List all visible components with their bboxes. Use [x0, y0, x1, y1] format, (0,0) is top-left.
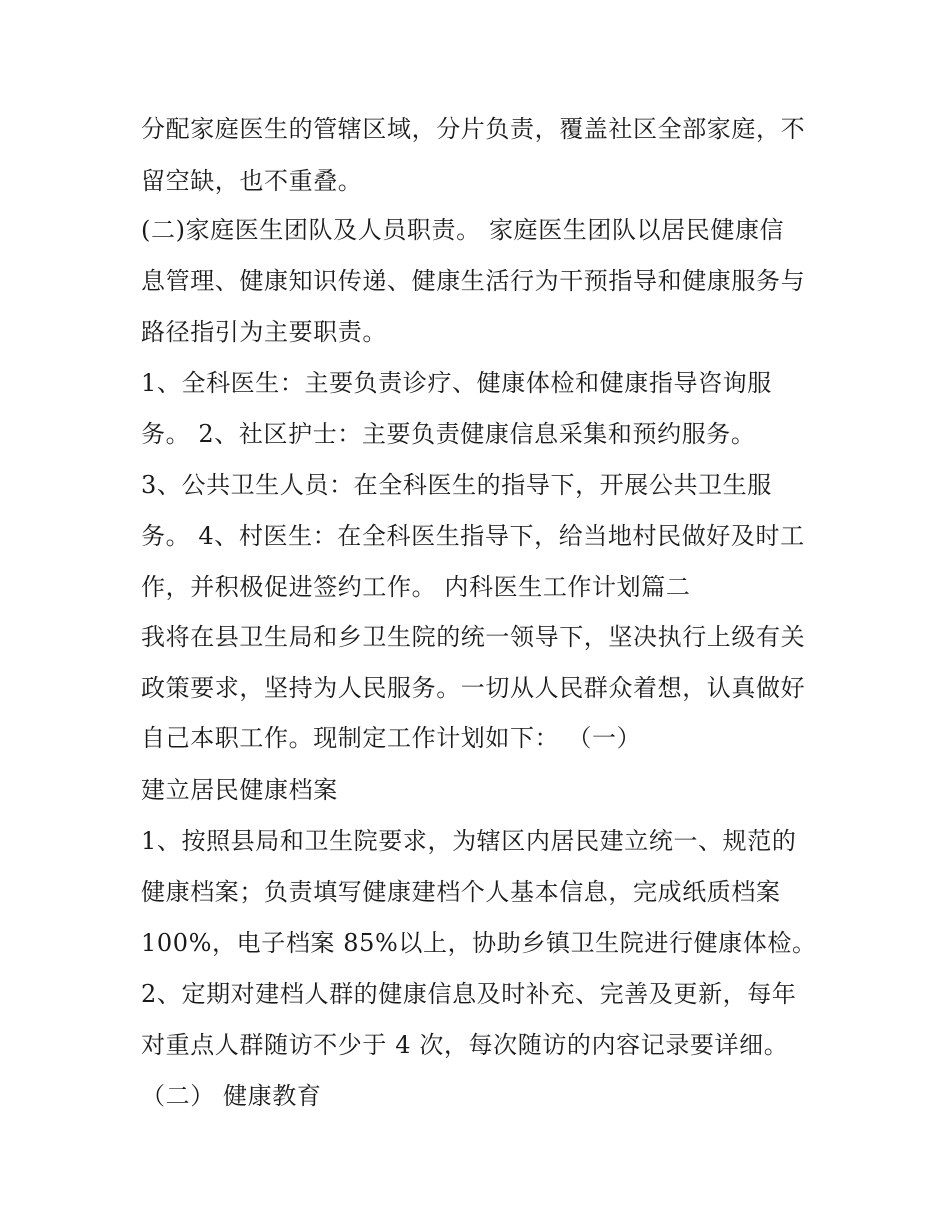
text-line: 务。 2、社区护士：主要负责健康信息采集和预约服务。 [141, 420, 756, 448]
text-line: 健康档案；负责填写健康建档个人基本信息，完成纸质档案 [141, 878, 781, 906]
text-line: 我将在县卫生局和乡卫生院的统一领导下，坚决执行上级有关 [141, 623, 806, 651]
text-line: 政策要求，坚持为人民服务。一切从人民群众着想，认真做好 [141, 674, 806, 702]
text-line: 建立居民健康档案 [141, 776, 338, 804]
text-line: (二)家庭医生团队及人员职责。 家庭医生团队以居民健康信 [141, 216, 785, 244]
text-line: 作，并积极促进签约工作。 内科医生工作计划篇二 [141, 573, 691, 601]
text-line: 分配家庭医生的管辖区域，分片负责，覆盖社区全部家庭，不 [141, 115, 806, 143]
text-line: 自己本职工作。现制定工作计划如下： （一） [141, 724, 642, 752]
text-line: 务。 4、村医生：在全科医生指导下，给当地村民做好及时工 [141, 522, 805, 550]
text-line: 留空缺，也不重叠。 [141, 167, 363, 195]
text-line: 路径指引为主要职责。 [141, 318, 387, 346]
text-line: （二） 健康教育 [141, 1082, 322, 1110]
text-line: 2、定期对建档人群的健康信息及时补充、完善及更新，每年 [141, 980, 797, 1008]
text-line: 3、公共卫生人员：在全科医生的指导下，开展公共卫生服 [141, 471, 772, 499]
text-line: 1、按照县局和卫生院要求，为辖区内居民建立统一、规范的 [141, 827, 797, 855]
text-line: 息管理、健康知识传递、健康生活行为干预指导和健康服务与 [141, 267, 806, 295]
text-line: 1、全科医生：主要负责诊疗、健康体检和健康指导咨询服 [141, 369, 772, 397]
text-line: 100%，电子档案 85%以上，协助乡镇卫生院进行健康体检。 [141, 929, 817, 957]
text-line: 对重点人群随访不少于 4 次，每次随访的内容记录要详细。 [141, 1031, 789, 1059]
